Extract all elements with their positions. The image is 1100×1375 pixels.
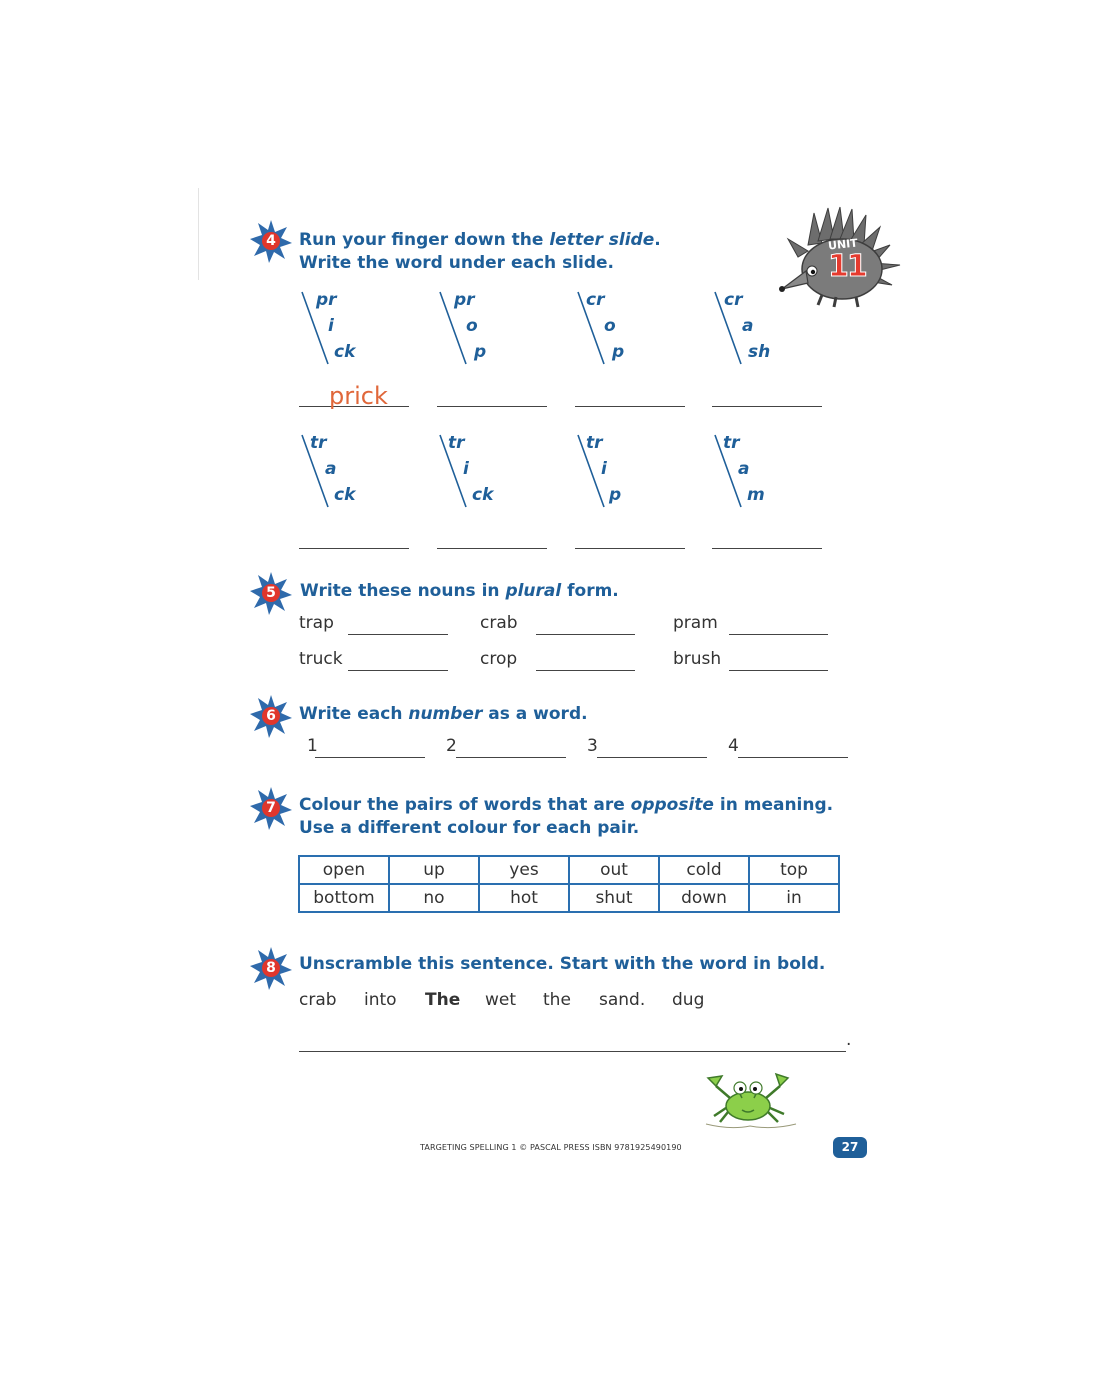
- q4-line1-text: Run your finger down the: [299, 230, 550, 250]
- word-cell[interactable]: cold: [659, 856, 749, 884]
- slide-top: tr: [723, 433, 740, 453]
- q8-instruction: [299, 953, 825, 976]
- question-5-badge: [249, 571, 293, 615]
- crab-illustration: [700, 1068, 800, 1134]
- number-label: 3: [587, 736, 598, 756]
- slide-top: tr: [310, 433, 327, 453]
- slide-bottom: ck: [472, 485, 494, 505]
- answer-line[interactable]: [437, 548, 547, 549]
- slide-mid: a: [738, 459, 750, 479]
- answer-line[interactable]: [315, 757, 425, 758]
- scrambled-word: crab: [299, 990, 337, 1010]
- question-8-badge: [249, 946, 293, 990]
- q5-instruction: [300, 580, 619, 603]
- letter-slide: [438, 433, 548, 513]
- question-number: 7: [266, 800, 276, 816]
- q4-instruction: [299, 229, 661, 275]
- word-cell[interactable]: no: [389, 884, 479, 912]
- noun-word: truck: [299, 649, 343, 669]
- slide-top: cr: [586, 290, 605, 310]
- slide-mid: o: [604, 316, 616, 336]
- answer-line[interactable]: [456, 757, 566, 758]
- answer-line[interactable]: [536, 670, 635, 671]
- word-cell[interactable]: in: [749, 884, 839, 912]
- question-6-badge: [249, 694, 293, 738]
- question-4-badge: [249, 219, 293, 263]
- letter-slide: [713, 433, 823, 513]
- noun-word: crop: [480, 649, 518, 669]
- number-label: 4: [728, 736, 739, 756]
- word-cell[interactable]: top: [749, 856, 839, 884]
- word-cell[interactable]: out: [569, 856, 659, 884]
- answer-line[interactable]: [738, 757, 848, 758]
- number-label: 2: [446, 736, 457, 756]
- example-answer: prick: [329, 382, 388, 410]
- word-cell[interactable]: hot: [479, 884, 569, 912]
- slide-mid: i: [463, 459, 469, 479]
- unit-number: 11: [828, 249, 866, 284]
- q8-text: Unscramble this sentence. Start with the word in: [299, 954, 778, 974]
- table-row: [299, 856, 839, 884]
- question-number: 5: [266, 585, 276, 601]
- question-number: 8: [266, 960, 276, 976]
- scrambled-word: wet: [485, 990, 517, 1010]
- answer-line[interactable]: [729, 670, 828, 671]
- slide-mid: a: [742, 316, 754, 336]
- q4-line1-end: .: [654, 230, 661, 250]
- q7-line1-end: in meaning.: [713, 795, 834, 815]
- q6-text: Write each: [299, 704, 409, 724]
- footer-credit: TARGETING SPELLING 1 © PASCAL PRESS ISBN 9781925490190: [420, 1143, 682, 1152]
- q7-line2-text: Use a different colour for each pair.: [299, 818, 640, 838]
- slide-mid: i: [601, 459, 607, 479]
- opposites-table: [298, 855, 840, 913]
- letter-slide: [576, 433, 686, 513]
- slide-top: tr: [586, 433, 603, 453]
- q8-text-end: .: [818, 954, 826, 974]
- letter-slide: [438, 290, 548, 370]
- q6-emphasis: number: [408, 704, 483, 724]
- answer-line[interactable]: [712, 548, 822, 549]
- sentence-answer-line[interactable]: [299, 1051, 846, 1052]
- answer-line[interactable]: [597, 757, 707, 758]
- slide-top: pr: [454, 290, 475, 310]
- word-cell[interactable]: down: [659, 884, 749, 912]
- full-stop: .: [846, 1030, 852, 1050]
- unit-label: UNIT: [827, 236, 859, 253]
- q6-text-end: as a word.: [482, 704, 588, 724]
- letter-slide: [713, 290, 823, 370]
- answer-line[interactable]: [299, 548, 409, 549]
- q7-instruction: [299, 794, 833, 840]
- q7-line1-emphasis: opposite: [630, 795, 714, 815]
- scrambled-word: into: [364, 990, 397, 1010]
- answer-line[interactable]: [348, 670, 448, 671]
- q8-bold-word: bold: [777, 954, 819, 974]
- q5-emphasis: plural: [505, 581, 562, 601]
- scrambled-word: The: [425, 990, 461, 1010]
- word-cell[interactable]: bottom: [299, 884, 389, 912]
- scrambled-word: the: [543, 990, 571, 1010]
- q4-line2-text: Write the word under each slide.: [299, 253, 615, 273]
- slide-bottom: m: [747, 485, 765, 505]
- slide-bottom: p: [612, 342, 625, 362]
- scrambled-word: sand.: [599, 990, 646, 1010]
- slide-bottom: p: [474, 342, 487, 362]
- answer-line[interactable]: [536, 634, 635, 635]
- question-7-badge: [249, 786, 293, 830]
- slide-top: tr: [448, 433, 465, 453]
- page-number: 27: [833, 1137, 867, 1158]
- answer-line[interactable]: [729, 634, 828, 635]
- table-row: [299, 884, 839, 912]
- answer-line[interactable]: [575, 406, 685, 407]
- q5-text: Write these nouns in: [300, 581, 506, 601]
- answer-line[interactable]: [575, 548, 685, 549]
- answer-line[interactable]: [712, 406, 822, 407]
- q6-instruction: [299, 703, 588, 726]
- word-cell[interactable]: open: [299, 856, 389, 884]
- slide-mid: a: [325, 459, 337, 479]
- slide-bottom: sh: [748, 342, 771, 362]
- slide-mid: i: [328, 316, 334, 336]
- answer-line[interactable]: [437, 406, 547, 407]
- q7-line1-text: Colour the pairs of words that are: [299, 795, 631, 815]
- q5-text-end: form.: [561, 581, 619, 601]
- crab-icon: [700, 1068, 800, 1134]
- question-number: 6: [266, 708, 276, 724]
- noun-word: brush: [673, 649, 722, 669]
- slide-bottom: ck: [334, 342, 356, 362]
- number-label: 1: [307, 736, 318, 756]
- slide-top: pr: [316, 290, 337, 310]
- letter-slide: [300, 290, 410, 370]
- word-cell[interactable]: up: [389, 856, 479, 884]
- answer-line[interactable]: [348, 634, 448, 635]
- question-number: 4: [266, 233, 276, 249]
- slide-bottom: ck: [334, 485, 356, 505]
- letter-slide: [576, 290, 686, 370]
- slide-mid: o: [466, 316, 478, 336]
- word-cell[interactable]: yes: [479, 856, 569, 884]
- scrambled-word: dug: [672, 990, 705, 1010]
- slide-top: cr: [724, 290, 743, 310]
- slide-bottom: p: [609, 485, 622, 505]
- q4-line1-emphasis: letter slide: [549, 230, 655, 250]
- noun-word: trap: [299, 613, 334, 633]
- word-cell[interactable]: shut: [569, 884, 659, 912]
- margin-line: [198, 188, 199, 280]
- letter-slide: [300, 433, 410, 513]
- noun-word: pram: [673, 613, 718, 633]
- noun-word: crab: [480, 613, 518, 633]
